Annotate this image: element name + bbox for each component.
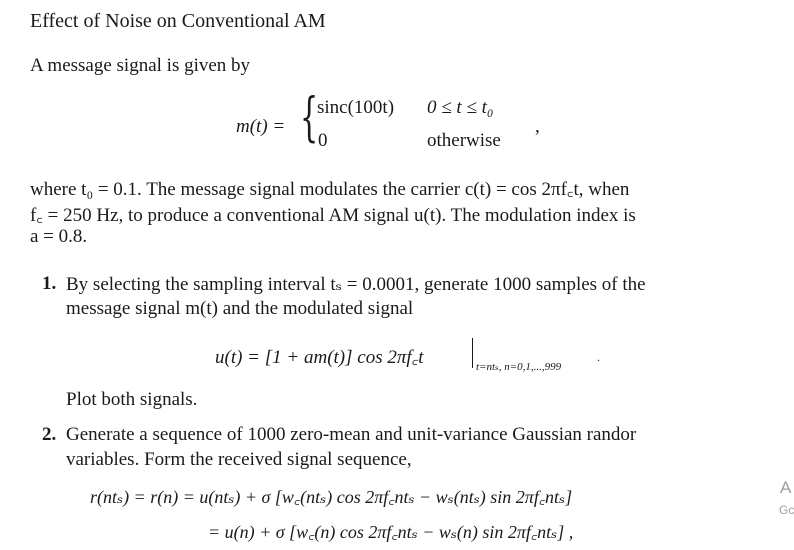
- item-line: message signal m(t) and the modulated signal: [66, 298, 414, 319]
- side-glyph: A: [780, 478, 792, 497]
- case1-expression: sinc(100t): [317, 97, 395, 118]
- case2-condition: otherwise: [427, 130, 501, 151]
- item-line: Generate a sequence of 1000 zero-mean and unit-variance Gaussian randor: [66, 424, 637, 445]
- item-number: 2.: [42, 424, 57, 445]
- intro-text: A message signal is given by: [30, 55, 251, 76]
- item-line: variables. Form the received signal sequence,: [66, 449, 412, 470]
- paragraph-line: a = 0.8.: [30, 226, 88, 247]
- item-line: By selecting the sampling interval tₛ = 0.0001, generate 1000 samples of the: [66, 274, 646, 295]
- side-glyph: Gc: [779, 503, 794, 517]
- equation-lhs: m(t) =: [236, 116, 286, 137]
- case2-expression: 0: [318, 130, 328, 151]
- left-brace: {: [300, 88, 319, 148]
- item-followup: Plot both signals.: [66, 389, 198, 410]
- case1-condition: 0 ≤ t ≤ t₀: [427, 97, 494, 118]
- item-number: 1.: [42, 273, 57, 294]
- received-signal-equation-line2: = u(n) + σ [w꜀(n) cos 2πf꜀ntₛ − wₛ(n) sin 2πf꜀ntₛ] ,: [208, 522, 574, 542]
- section-heading: Effect of Noise on Conventional AM: [30, 10, 326, 32]
- equation-trailing-comma: ,: [535, 116, 540, 137]
- paragraph-line: f꜀ = 250 Hz, to produce a conventional AM signal u(t). The modulation index is: [30, 205, 636, 226]
- modulated-signal-equation: u(t) = [1 + am(t)] cos 2πf꜀t: [215, 347, 424, 368]
- equation-trailing-dot: .: [597, 350, 600, 364]
- paragraph-line: where t₀ = 0.1. The message signal modulates the carrier c(t) = cos 2πf꜀t, when: [30, 179, 630, 200]
- evaluation-subscript: t=ntₛ, n=0,1,...,999: [476, 361, 562, 373]
- received-signal-equation-line1: r(ntₛ) = r(n) = u(ntₛ) + σ [w꜀(ntₛ) cos 2πf꜀ntₛ − wₛ(ntₛ) sin 2πf꜀ntₛ]: [90, 487, 573, 507]
- evaluation-bar: [472, 338, 473, 368]
